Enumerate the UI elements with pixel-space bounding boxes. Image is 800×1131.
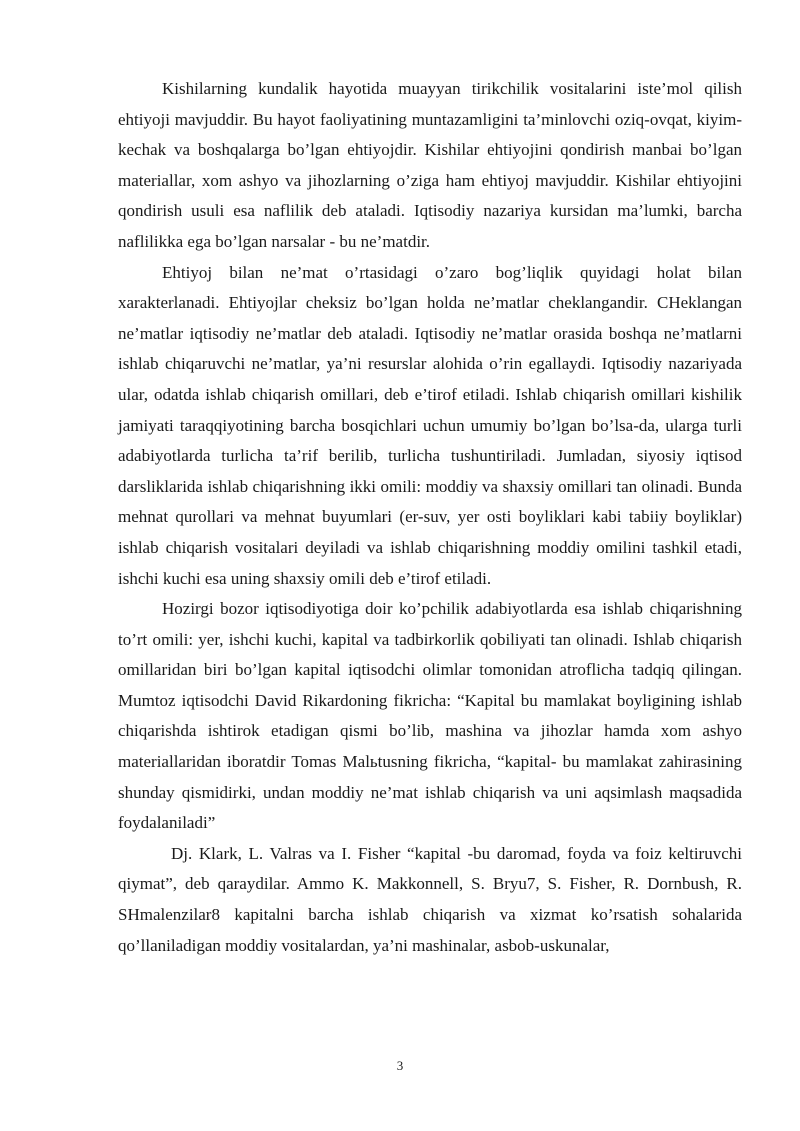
paragraph-1: Kishilarning kundalik hayotida muayyan tirikchilik vositalarini iste’mol qilish ehtiyoji mavjuddir. Bu hayot faoliyatining muntazamligini ta’minlovchi oziq-ovqat, kiyim-kechak va boshqalarga bo’lgan ehtiyojdir. Kishilar ehtiyojini qondirish manbai bo’lgan materiallar, xom ashyo va jihozlarning o’ziga ham ehtiyoj mavjuddir. Kishilar ehtiyojini qondirish usuli esa naflilik deb ataladi. Iqtisodiy nazariya kursidan ma’lumki, barcha naflilikka ega bo’lgan narsalar - bu ne’matdir. bbox=[118, 79, 742, 251]
page-number: 3 bbox=[396, 1058, 404, 1073]
paragraph-2: Ehtiyoj bilan ne’mat o’rtasidagi o’zaro bog’liqlik quyidagi holat bilan xarakterlanadi. Ehtiyojlar cheksiz bo’lgan holda ne’matlar cheklangandir. CHeklangan ne’matlar iqtisodiy ne’matlar deb ataladi. Iqtisodiy ne’matlar orasida boshqa ne’matlarni ishlab chiqaruvchi ne’matlar, ya’ni resurslar alohida o’rin egallaydi. Iqtisodiy nazariyada ular, odatda ishlab chiqarish omillari, deb e’tirof etiladi. Ishlab chiqarish omillari kishilik jamiyati taraqqiyotining barcha bosqichlari uchun umumiy bo’lgan bo’lsa-da, ularga turli adabiyotlarda turlicha ta’rif berilib, turlicha tushuntiriladi. Jumladan, siyosiy iqtisod darsliklarida ishlab chiqarishning ikki omili: moddiy va shaxsiy omillari tan olinadi. Bunda mehnat qurollari va mehnat buyumlari (er-suv, yer osti boyliklari kabi tabiiy boyliklar) ishlab chiqarish vositalari deyiladi va ishlab chiqarishning moddiy omilini tashkil etadi, ishchi kuchi esa uning shaxsiy omili deb e’tirof etiladi. bbox=[118, 262, 742, 588]
paragraph-4: Dj. Klark, L. Valras va I. Fisher “kapital -bu daromad, foyda va foiz keltiruvchi qiymat”, deb qaraydilar. Ammo K. Makkonnell, S. Bryu7, S. Fisher, R. Dornbush, R. SHmalenzilar8 kapitalni barcha ishlab chiqarish va xizmat ko’rsatish sohalarida qo’llaniladigan moddiy vositalardan, ya’ni mashinalar, asbob-uskunalar, bbox=[118, 843, 742, 955]
paragraph-3: Hozirgi bozor iqtisodiyotiga doir ko’pchilik adabiyotlarda esa ishlab chiqarishning to’rt omili: yer, ishchi kuchi, kapital va tadbirkorlik qobiliyati tan olinadi. Ishlab chiqarish omillaridan biri bo’lgan kapital iqtisodchi olimlar tomonidan atroflicha tadqiq qilingan. Mumtoz iqtisodchi David Rikardoning fikricha: “Kapital bu mamlakat boyligining ishlab chiqarishda ishtirok etadigan qismi bo’lib, mashina va jihozlar hamda xom ashyo materiallaridan iboratdir Tomas Malьtusning fikricha, “kapital- bu mamlakat zahirasining shunday qismidirki, undan moddiy ne’mat ishlab chiqarish va uni aqsimlash maqsadida foydalaniladi” bbox=[118, 599, 742, 833]
document-body bbox=[118, 74, 742, 961]
